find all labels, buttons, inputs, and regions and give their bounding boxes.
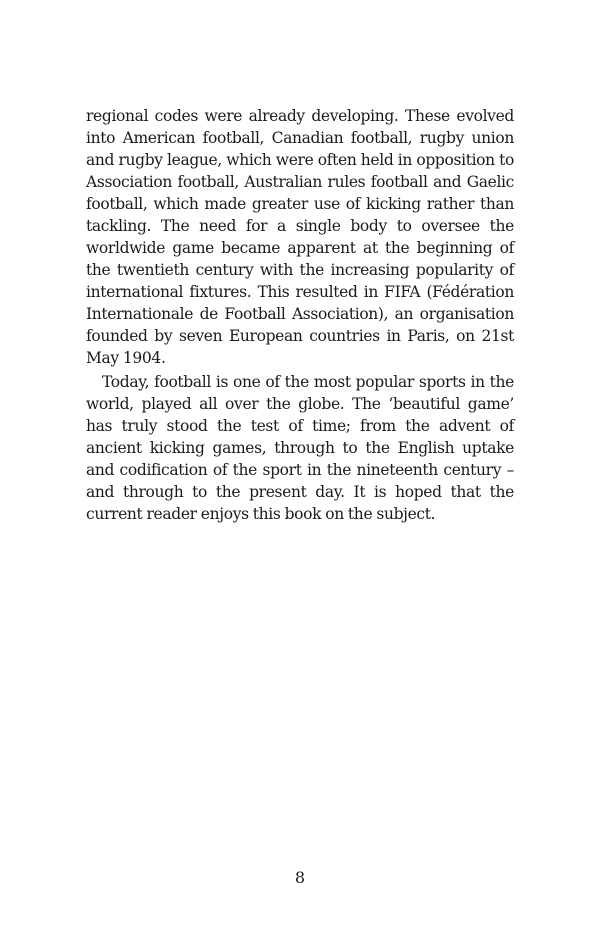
paragraph-continued: regional codes were already developing. These evolved into American football, Canadian football, rugby union and rugby league, which were often held in opposition to Association football, Australian rules football and Gaelic football, which made greater use of kicking rather than tackling. The need for a single body to oversee the worldwide game became apparent at the beginning of the twentieth century with the increasing popularity of international fixtures. This resulted in FIFA (Fédération Internationale de Football Association), an organisation founded by seven European countries in Paris, on 21st May 1904. <box>86 107 514 367</box>
body-text <box>86 105 514 525</box>
paragraph-today-football: Today, football is one of the most popular sports in the world, played all over the globe. The ‘beautiful game’ has truly stood the test of time; from the advent of ancient kicking games, through to the English uptake and codification of the sport in the nineteenth century – and through to the present day. It is hoped that the current reader enjoys this book on the subject. <box>86 373 514 523</box>
page-number: 8 <box>294 868 306 887</box>
